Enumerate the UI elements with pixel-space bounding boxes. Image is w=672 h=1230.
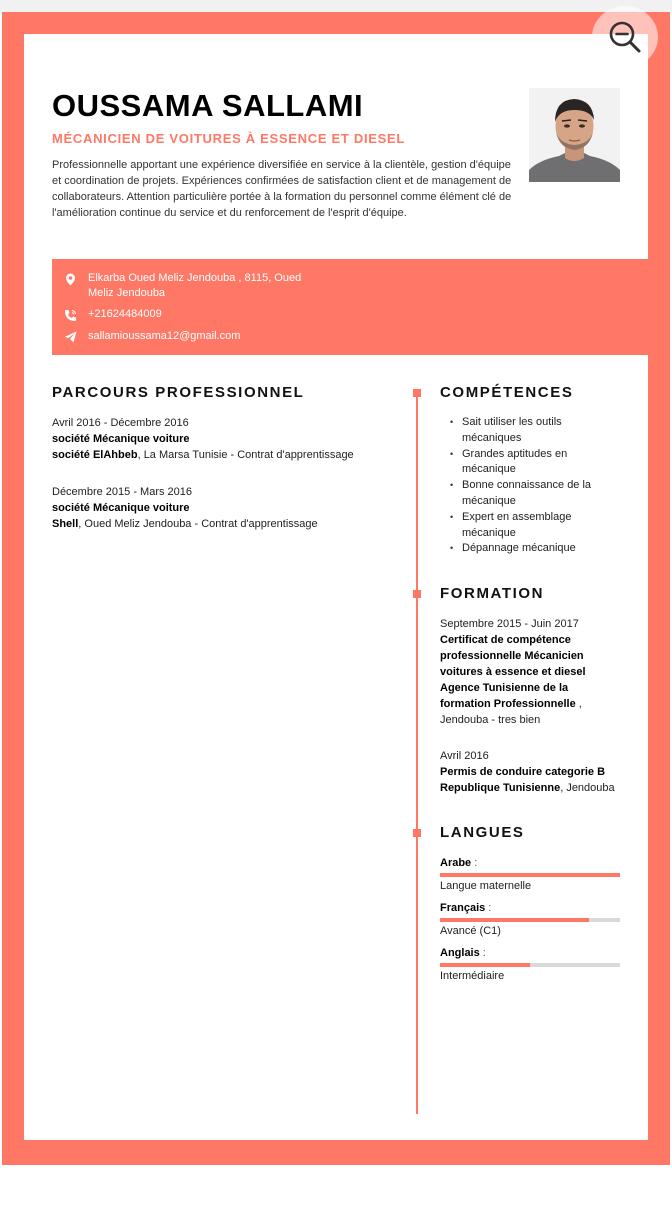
education-item — [440, 616, 620, 728]
skill-item: • Dépannage mécanique — [450, 541, 620, 557]
timeline-line — [416, 392, 418, 1114]
contact-phone-row — [62, 307, 318, 322]
skills-section-title: COMPÉTENCES — [440, 384, 574, 401]
skill-item: • Sait utiliser les outils mécaniques — [450, 415, 620, 447]
zoom-out-icon — [607, 19, 643, 55]
contact-address-row — [62, 271, 318, 301]
language-colon: : — [479, 947, 486, 959]
contact-email-row — [62, 329, 318, 344]
timeline-marker-languages — [413, 829, 421, 837]
top-strip — [0, 0, 672, 12]
languages-section-title: LANGUES — [440, 824, 525, 841]
language-item — [440, 857, 620, 892]
contact-phone[interactable]: +21624484009 — [88, 308, 162, 320]
location-pin-icon — [62, 272, 78, 286]
skill-item: • Expert en assemblage mécanique — [450, 510, 620, 542]
education-section-title: FORMATION — [440, 585, 545, 602]
skill-item: • Grandes aptitudes en mécanique — [450, 447, 620, 479]
education-school: Agence Tunisienne de la formation Professionnelle — [440, 682, 576, 710]
education-degree: Certificat de compétence professionnelle Mécanicien voitures à essence et diesel — [440, 634, 586, 678]
profile-photo — [529, 88, 620, 182]
experience-dates: Avril 2016 - Décembre 2016 — [52, 417, 189, 429]
zoom-out-button[interactable] — [592, 6, 658, 68]
language-item — [440, 947, 620, 982]
education-degree: Permis de conduire categorie B — [440, 766, 606, 778]
language-name: Arabe — [440, 857, 472, 869]
bottom-blank-area — [0, 1165, 672, 1230]
job-title: MÉCANICIEN DE VOITURES À ESSENCE ET DIESEL — [52, 131, 406, 146]
language-proficiency-fill — [440, 873, 620, 877]
profile-photo-image — [529, 88, 620, 182]
language-proficiency-bar — [440, 963, 620, 967]
language-name: Anglais — [440, 947, 480, 959]
education-details: , Jendouba - tres bien — [440, 698, 582, 726]
experience-company: Shell — [52, 518, 79, 530]
language-proficiency-bar — [440, 873, 620, 877]
experience-role: société Mécanique voiture — [52, 433, 190, 445]
education-school: Republique Tunisienne — [440, 782, 561, 794]
timeline-marker-skills — [413, 389, 421, 397]
contact-email[interactable]: sallamioussama12@gmail.com — [88, 330, 241, 342]
profile-summary: Professionnelle apportant une expérience diversifiée en service à la clientèle, gestion d'équipe et coordination de projets. Expériences confirmées de satisfaction client et de management de collaborateurs. Attention particulière portée à la formation du personnel comme élément clé de l'amélioration continue du service et du renforcement de l'esprit d'équipe. — [52, 159, 512, 219]
experience-section-title: PARCOURS PROFESSIONNEL — [52, 384, 305, 401]
experience-details: , La Marsa Tunisie - Contrat d'apprentissage — [137, 449, 354, 461]
experience-item — [52, 415, 392, 463]
language-item — [440, 902, 620, 937]
language-name: Français — [440, 902, 486, 914]
skills-list — [450, 415, 620, 557]
education-dates: Avril 2016 — [440, 750, 489, 762]
timeline-marker-education — [413, 590, 421, 598]
education-dates: Septembre 2015 - Juin 2017 — [440, 618, 579, 630]
language-level: Avancé (C1) — [440, 925, 501, 937]
contact-address: Elkarba Oued Meliz Jendouba , 8115, Oued Meliz Jendouba — [88, 272, 302, 299]
language-colon: : — [471, 857, 478, 869]
language-proficiency-fill — [440, 963, 530, 967]
language-level: Langue maternelle — [440, 880, 532, 892]
experience-details: , Oued Meliz Jendouba - Contrat d'apprentissage — [78, 518, 318, 530]
phone-icon — [62, 308, 78, 322]
education-item — [440, 748, 620, 796]
experience-item — [52, 484, 392, 532]
education-details: , Jendouba — [560, 782, 615, 794]
experience-role: société Mécanique voiture — [52, 502, 190, 514]
candidate-name: OUSSAMA SALLAMI — [52, 88, 364, 123]
language-colon: : — [485, 902, 492, 914]
language-proficiency-bar — [440, 918, 620, 922]
language-proficiency-fill — [440, 918, 589, 922]
experience-company: société ElAhbeb — [52, 449, 138, 461]
contact-band — [52, 259, 648, 355]
language-level: Intermédiaire — [440, 970, 505, 982]
skill-item: • Bonne connaissance de la mécanique — [450, 478, 620, 510]
send-icon — [62, 330, 78, 344]
experience-dates: Décembre 2015 - Mars 2016 — [52, 486, 193, 498]
